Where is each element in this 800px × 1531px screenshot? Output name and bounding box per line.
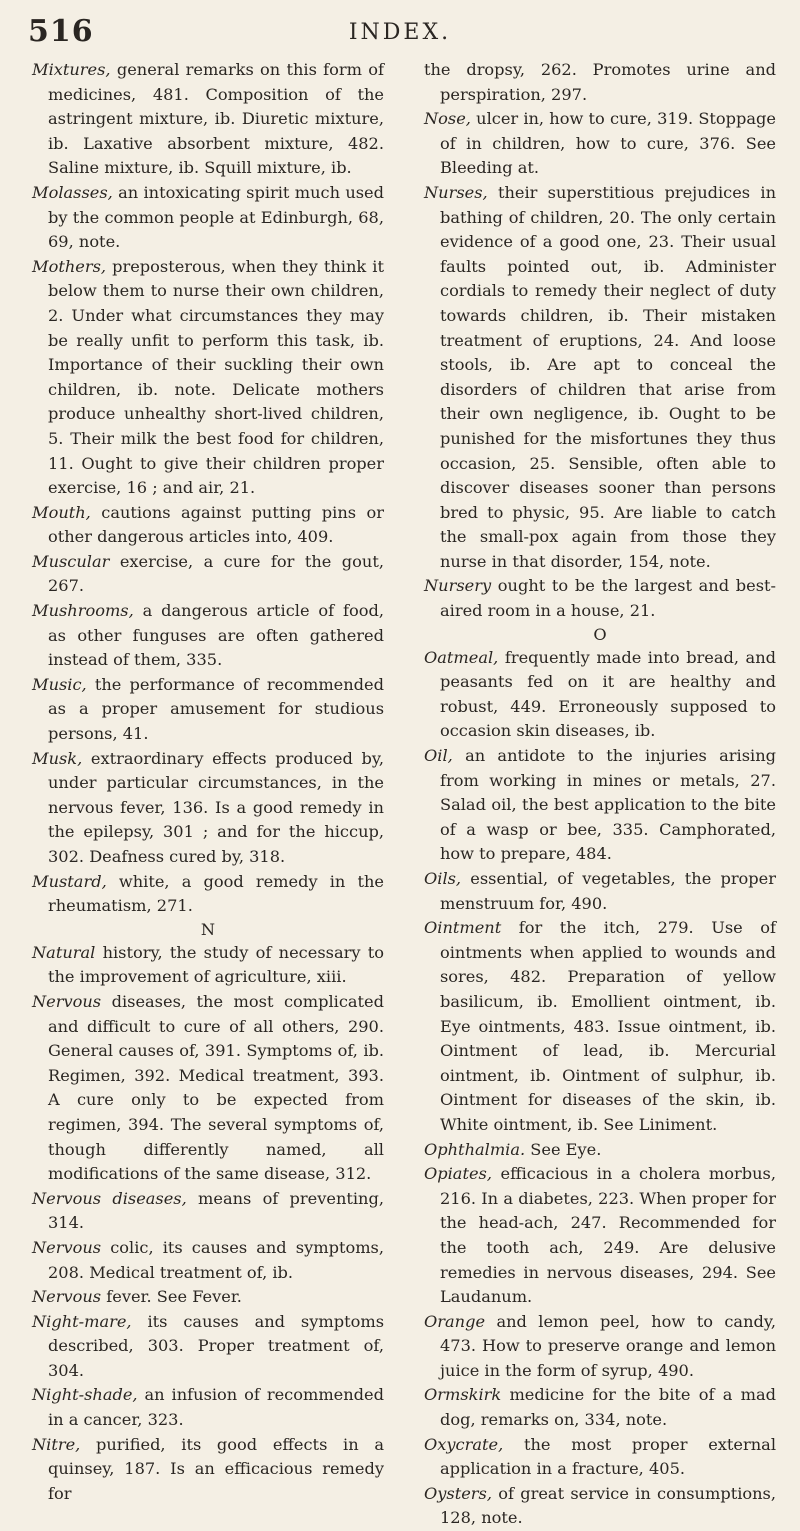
entry-text: extraordinary effects produced by, under particular circumstances, in the nervous fever, 136. Is a good remedy in the epilepsy, 301 ; and for the hiccup, 302. Deafness cured by, 318. [48,748,384,866]
entry-headword: Oysters, [424,1483,492,1503]
index-entry [424,1138,776,1163]
entry-headword: Mushrooms, [32,601,134,621]
entry-headword: Oatmeal, [424,647,499,667]
index-entry [32,1236,384,1285]
entry-text: the most proper external application in a fracture, 405. [440,1434,776,1479]
entry-headword: Natural [32,942,96,962]
entry-text: general remarks on this form of medicines, 481. Composition of the astringent mixture, ib. Diuretic mixture, ib. Laxative absorbent mixture, 482. Saline mixture, ib. Squill mixture, ib. [48,60,384,178]
entry-text: white, a good remedy in the rheumatism, 271. [48,871,384,916]
entry-text: the dropsy, 262. Promotes urine and perspiration, 297. [424,60,776,104]
entry-text: frequently made into bread, and peasants fed on it are healthy and robust, 449. Erroneously supposed to occasion skin diseases, ib. [440,647,776,741]
entry-headword: Musk, [32,748,83,768]
index-entry [32,255,384,501]
entry-text: purified, its good effects in a quinsey, 187. Is an efficacious remedy for [48,1434,384,1503]
index-entry [424,574,776,623]
entry-headword: Mixtures, [32,60,111,79]
index-entry [424,1162,776,1310]
index-entry [32,673,384,747]
index-entry [32,990,384,1187]
entry-headword: Muscular [32,551,110,571]
entry-text: essential, of vegetables, the proper menstruum for, 490. [440,869,776,913]
entry-text: and lemon peel, how to candy, 473. How to preserve orange and lemon juice in the form of syrup, 490. [440,1311,776,1380]
entry-text: medicine for the bite of a mad dog, remarks on, 334, note. [440,1385,776,1430]
index-entry [32,870,384,919]
index-entry [424,1433,776,1482]
entry-headword: Oxycrate, [424,1434,504,1454]
index-entry [424,107,776,181]
entry-text: diseases, the most complicated and difficult to cure of all others, 290. General causes of, 391. Symptoms of, ib. Regimen, 392. Medical treatment, 393. A cure only to be expected from regimen, 394. The several symptoms of, though differently named, all modifications of the same disease, 312. [48,991,384,1184]
entry-text: ought to be the largest and best-aired room in a house, 21. [440,576,776,621]
entry-headword: Night-mare, [32,1311,132,1331]
left-column [32,58,384,1531]
index-entry [32,1187,384,1236]
entry-headword: Ormskirk [424,1385,502,1405]
entry-text: See Eye. [525,1139,602,1159]
index-entry [32,1285,384,1310]
entry-text: an antidote to the injuries arising from working in mines or metals, 27. Salad oil, the best application to the bite of a wasp or bee, 335. Camphorated, how to prepare, 484. [440,746,776,864]
entry-text: history, the study of necessary to the improvement of agriculture, xiii. [48,942,384,987]
index-entry [424,58,776,107]
index-entry [424,1310,776,1384]
entry-text: preposterous, when they think it below them to nurse their own children, 2. Under what circumstances they may be really unfit to perform this task, ib. Importance of their suckling their own children, ib. note. Delicate mothers produce unhealthy short-lived children, 5. Their milk the best food for children, 11. Ought to give their children proper exercise, 16 ; and air, 21. [48,256,384,498]
entry-headword: Molasses, [32,182,113,202]
index-entry [424,1482,776,1531]
index-columns [32,58,776,1531]
entry-text: of great service in consumptions, 128, note. [440,1483,776,1528]
index-entry [424,646,776,744]
entry-headword: Nose, [424,109,471,129]
entry-text: efficacious in a cholera morbus, 216. In a diabetes, 223. When proper for the head-ach, 247. Recommended for the tooth ach, 249. Are delusive remedies in nervous diseases, 294. See Laudanum. [440,1164,776,1307]
entry-headword: Music, [32,674,87,694]
index-entry [424,181,776,575]
entry-text: fever. See Fever. [101,1287,242,1307]
entry-text: the performance of recommended as a proper amusement for studious persons, 41. [48,674,384,744]
page-header [0,8,800,58]
entry-text: their superstitious prejudices in bathing of children, 20. The only certain evidence of a good one, 23. Their usual faults pointed out, ib. Administer cordials to remedy their neglect of duty towards children, ib. Their mistaken treatment of eruptions, 24. And loose stools, ib. Are apt to conceal the disorders of children that arise from their own negligence, ib. Ought to be punished for the misfortunes they thus occasion, 25. Sensible, often able to discover diseases sooner than persons bred to physic, 95. Are liable to catch the small-pox again from those they nurse in that disorder, 154, note. [440,182,776,571]
running-title: INDEX. [348,20,452,45]
entry-text: exercise, a cure for the gout, 267. [48,551,384,596]
entry-headword: Mothers, [32,256,107,276]
page-number: 516 [28,14,94,49]
entry-text: an infusion of recommended in a cancer, 323. [48,1385,384,1430]
index-entry [32,599,384,673]
entry-headword: Nitre, [32,1434,81,1454]
entry-headword: Nursery [424,576,492,596]
index-entry [424,916,776,1137]
section-letter: O [593,624,607,644]
entry-text: means of preventing, 314. [48,1188,384,1233]
entry-headword: Mustard, [32,871,107,891]
entry-text: for the itch, 279. Use of ointments when applied to wounds and sores, 482. Preparation of yellow basilicum, ib. Emollient ointment, ib. Eye ointments, 483. Issue ointment, ib. Ointment of lead, ib. Mercurial ointment, ib. Ointment of sulphur, ib. Ointment for diseases of the skin, ib. White ointment, ib. See Liniment. [440,918,776,1134]
index-entry [32,941,384,990]
entry-text: its causes and symptoms described, 303. Proper treatment of, 304. [48,1311,384,1380]
index-entry [32,1383,384,1432]
entry-headword: Nurses, [424,182,488,202]
index-entry [32,501,384,550]
entry-headword: Opiates, [424,1164,492,1184]
index-entry [424,867,776,916]
entry-text: ulcer in, how to cure, 319. Stoppage of in children, how to cure, 376. See Bleeding at. [440,109,776,178]
index-entry [32,58,384,181]
index-entry [424,1383,776,1432]
index-entry [32,550,384,599]
entry-headword: Nervous [32,1237,102,1257]
entry-text: cautions against putting pins or other dangerous articles into, 409. [48,502,384,547]
entry-headword: Nervous [32,991,102,1011]
entry-text: colic, its causes and symptoms, 208. Medical treatment of, ib. [48,1237,384,1282]
entry-headword: Orange [424,1311,486,1331]
entry-headword: Oil, [424,746,453,766]
entry-headword: Nervous [32,1287,102,1307]
index-entry [424,744,776,867]
index-entry [32,1310,384,1384]
entry-text: an intoxicating spirit much used by the common people at Edinburgh, 68, 69, note. [48,182,384,252]
index-entry [32,1433,384,1507]
index-entry [32,181,384,255]
entry-headword: Ointment [424,918,502,938]
entry-text: a dangerous article of food, as other funguses are often gathered instead of them, 335. [48,601,384,670]
entry-headword: Night-shade, [32,1385,138,1405]
index-entry [32,747,384,870]
section-letter: N [200,919,216,939]
entry-headword: Mouth, [32,502,91,522]
entry-headword: Oils, [424,869,462,888]
right-column [424,58,776,1531]
entry-headword: Nervous diseases, [32,1188,187,1208]
entry-headword: Ophthalmia. [424,1139,526,1159]
